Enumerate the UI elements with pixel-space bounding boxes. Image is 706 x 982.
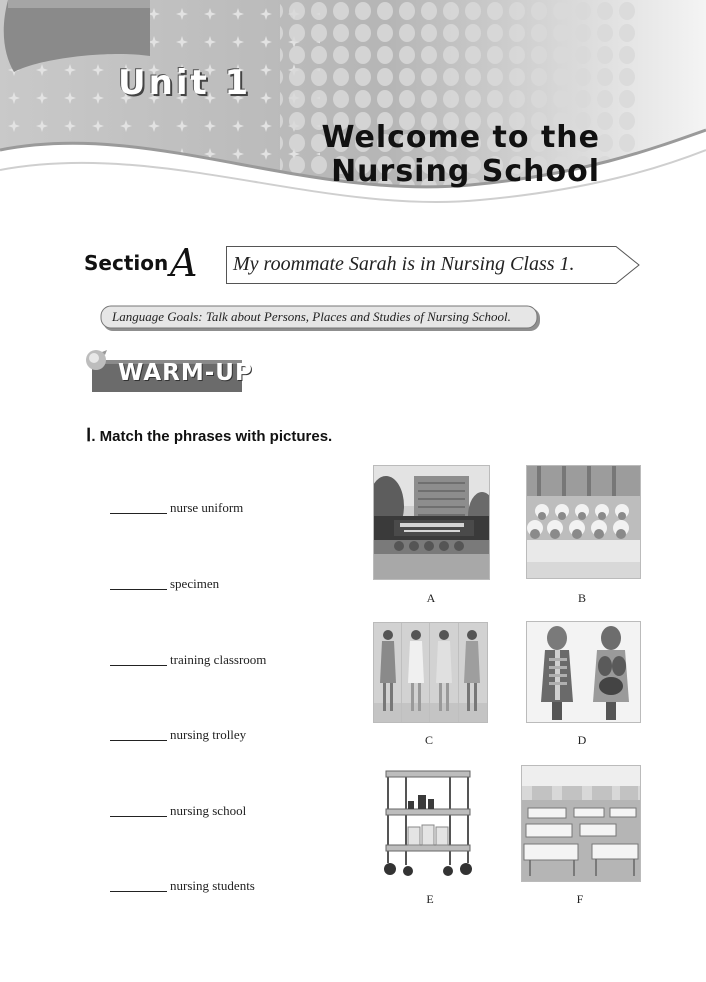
answer-blank[interactable] [110,879,167,892]
picture-b-nursing-students [526,465,641,579]
picture-label: F [576,892,584,906]
unit-tab-shape [0,0,152,72]
exercise-instruction [86,425,332,446]
picture-f-training-classroom [521,765,641,882]
section-subtitle: My roommate Sarah is in Nursing Class 1. [233,253,575,275]
phrase-item [110,803,246,819]
phrase-item [110,727,246,743]
picture-label: B [577,591,586,605]
answer-blank[interactable] [110,728,167,741]
header-banner [0,0,706,230]
answer-blank[interactable] [110,804,167,817]
answer-blank[interactable] [110,577,167,590]
phrase-item [110,652,266,668]
phrase-item [110,500,243,516]
picture-a-school-building [373,465,490,580]
page-title [300,121,600,189]
phrase-text: nursing school [170,803,247,818]
picture-e-nursing-trolley [378,765,478,880]
answer-blank[interactable] [110,501,167,514]
phrase-item [110,878,255,894]
picture-d-anatomy-specimens [526,621,641,723]
picture-label: A [426,591,436,605]
picture-label: C [424,733,433,747]
exercise-instruction-text: . Match the phrases with pictures. [91,428,333,445]
answer-blank[interactable] [110,653,167,666]
section-letter: A [170,241,198,285]
page-title-line2: Nursing School [331,154,600,189]
language-goals: Language Goals: Talk about Persons, Places and Studies of Nursing School. [112,309,511,324]
phrase-item [110,576,219,592]
phrase-text: training classroom [170,652,267,667]
section-label: Section [84,251,169,275]
picture-label: D [577,733,587,747]
warmup-label: WARM-UP [118,360,253,386]
picture-label: E [426,892,434,906]
phrase-text: nurse uniform [170,500,244,515]
phrase-text: nursing students [170,878,255,893]
page-title-line1: Welcome to the [321,120,600,155]
phrase-text: nursing trolley [170,727,247,742]
phrase-text: specimen [170,576,220,591]
picture-c-nurse-uniforms [373,622,488,723]
exercise-number: Ⅰ [86,425,92,445]
unit-label: Unit 1 [118,63,252,103]
